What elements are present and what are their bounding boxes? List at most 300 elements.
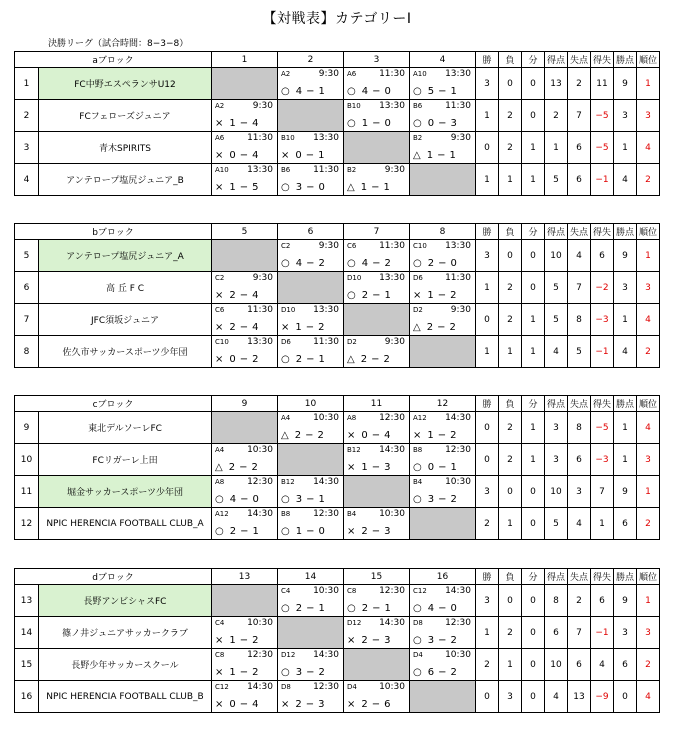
score-against: 4 — [252, 290, 263, 301]
score-against: 3 — [384, 635, 395, 646]
match-info — [410, 444, 475, 475]
stat-lose: 2 — [499, 304, 522, 336]
stat-win: 3 — [476, 585, 499, 617]
result-symbol: × — [347, 526, 356, 537]
result-symbol: × — [281, 699, 290, 710]
match-code: D4 — [347, 683, 357, 691]
self-match-cell — [278, 444, 344, 476]
match-time: 14:30 — [313, 477, 339, 487]
self-match-cell — [278, 272, 344, 304]
score-against: 0 — [384, 118, 395, 129]
match-result — [413, 603, 461, 614]
stat-gd: −1 — [591, 336, 614, 368]
score-separator: − — [239, 118, 253, 129]
match-cell — [410, 304, 476, 336]
team-row — [15, 100, 660, 132]
opponent-col-header: 3 — [344, 52, 410, 68]
match-time: 9:30 — [384, 337, 405, 347]
match-info — [344, 681, 409, 712]
result-symbol: × — [215, 150, 224, 161]
match-time: 9:30 — [384, 165, 405, 175]
score-for: 4 — [361, 86, 373, 97]
col-header-ga: 失点 — [568, 52, 591, 68]
stat-gd: −1 — [591, 164, 614, 196]
stat-gd: −2 — [591, 272, 614, 304]
match-code: D8 — [413, 619, 423, 627]
match-code: C10 — [413, 242, 427, 250]
result-symbol: ○ — [347, 258, 356, 269]
match-cell — [212, 444, 278, 476]
score-against: 2 — [251, 462, 262, 473]
match-time: 10:30 — [247, 618, 273, 628]
match-code: A8 — [215, 478, 225, 486]
team-name: 高 丘 F C — [39, 272, 212, 304]
match-time: 13:30 — [445, 241, 471, 251]
score-against: 4 — [252, 150, 263, 161]
score-for: 1 — [426, 150, 438, 161]
team-row — [15, 336, 660, 368]
score-for: 4 — [427, 603, 439, 614]
match-time: 11:30 — [445, 273, 471, 283]
match-info — [278, 304, 343, 335]
stat-draw: 1 — [522, 444, 545, 476]
match-result — [281, 603, 329, 614]
score-for: 2 — [361, 290, 373, 301]
stat-ga: 7 — [568, 617, 591, 649]
stat-gf: 3 — [545, 444, 568, 476]
score-for: 5 — [427, 86, 439, 97]
match-time: 13:30 — [379, 273, 405, 283]
match-time: 9:30 — [318, 69, 339, 79]
team-name: 長野アンビシャスFC — [39, 585, 212, 617]
team-number: 10 — [15, 444, 39, 476]
match-code: B6 — [413, 102, 423, 110]
match-code: A12 — [215, 510, 229, 518]
match-cell — [410, 240, 476, 272]
block-name: bブロック — [15, 224, 212, 240]
score-separator: − — [371, 430, 385, 441]
match-cell — [278, 304, 344, 336]
score-separator: − — [305, 699, 319, 710]
match-info — [278, 476, 343, 507]
team-name: NPIC HERENCIA FOOTBALL CLUB_A — [39, 508, 212, 540]
match-cell — [344, 617, 410, 649]
stat-pts: 3 — [614, 272, 637, 304]
stat-pts: 6 — [614, 508, 637, 540]
team-name: NPIC HERENCIA FOOTBALL CLUB_B — [39, 681, 212, 713]
match-time: 14:30 — [445, 586, 471, 596]
score-for: 1 — [295, 322, 306, 333]
team-name: アンテロープ塩尻ジュニア_A — [39, 240, 212, 272]
score-for: 2 — [361, 526, 372, 537]
match-time: 11:30 — [247, 305, 273, 315]
result-symbol: ○ — [413, 635, 422, 646]
stat-rank: 2 — [637, 336, 660, 368]
score-against: 0 — [252, 494, 263, 505]
block-header-row — [15, 224, 660, 240]
stat-rank: 4 — [637, 412, 660, 444]
col-header-pts: 勝点 — [614, 569, 637, 585]
stat-pts: 3 — [614, 617, 637, 649]
stat-pts: 4 — [614, 336, 637, 368]
stat-rank: 2 — [637, 649, 660, 681]
score-against: 2 — [318, 322, 329, 333]
match-info — [344, 508, 409, 539]
score-for: 0 — [229, 699, 240, 710]
match-info — [344, 412, 409, 443]
result-symbol: × — [347, 430, 356, 441]
score-against: 1 — [318, 603, 329, 614]
team-number: 5 — [15, 240, 39, 272]
col-header-pts: 勝点 — [614, 52, 637, 68]
score-for: 4 — [295, 258, 307, 269]
col-header-win: 勝 — [476, 569, 499, 585]
score-against: 0 — [318, 526, 329, 537]
match-result — [413, 494, 461, 505]
result-symbol: × — [413, 430, 422, 441]
score-separator: − — [438, 86, 451, 97]
match-time-note: 決勝リーグ（試合時間：8−3−8） — [48, 39, 189, 49]
score-against: 3 — [384, 526, 395, 537]
match-result — [347, 118, 395, 129]
match-code: C2 — [215, 274, 225, 282]
score-for: 6 — [427, 667, 439, 678]
stat-gf: 2 — [545, 100, 568, 132]
match-cell — [410, 617, 476, 649]
result-symbol: ○ — [347, 290, 356, 301]
stat-gf: 5 — [545, 304, 568, 336]
stat-gf: 1 — [545, 132, 568, 164]
score-for: 3 — [295, 182, 307, 193]
match-cell — [212, 272, 278, 304]
score-against: 0 — [450, 258, 461, 269]
stat-gf: 5 — [545, 272, 568, 304]
result-symbol: × — [215, 290, 224, 301]
match-result — [413, 667, 461, 678]
match-cell — [212, 476, 278, 508]
match-time: 9:30 — [252, 101, 273, 111]
match-result — [281, 430, 328, 441]
stat-ga: 2 — [568, 585, 591, 617]
score-for: 0 — [361, 430, 372, 441]
result-symbol: ○ — [281, 667, 290, 678]
score-against: 1 — [318, 86, 329, 97]
stat-gd: 1 — [591, 508, 614, 540]
self-match-cell — [344, 649, 410, 681]
match-info — [410, 585, 475, 616]
stat-gf: 5 — [545, 164, 568, 196]
result-symbol: ○ — [413, 118, 422, 129]
opponent-col-header: 12 — [410, 396, 476, 412]
stat-win: 2 — [476, 649, 499, 681]
score-separator: − — [305, 150, 319, 161]
opponent-col-header: 14 — [278, 569, 344, 585]
match-cell — [212, 100, 278, 132]
opponent-col-header: 15 — [344, 569, 410, 585]
score-separator: − — [306, 182, 319, 193]
stat-win: 1 — [476, 617, 499, 649]
stat-pts: 6 — [614, 649, 637, 681]
team-row — [15, 585, 660, 617]
match-code: D12 — [347, 619, 362, 627]
team-row — [15, 272, 660, 304]
stat-gf: 10 — [545, 240, 568, 272]
score-for: 3 — [427, 635, 439, 646]
score-for: 1 — [229, 667, 240, 678]
score-separator: − — [240, 494, 253, 505]
score-against: 2 — [318, 258, 329, 269]
score-separator: − — [305, 322, 319, 333]
match-time: 13:30 — [379, 101, 405, 111]
match-info — [344, 100, 409, 131]
match-info — [278, 164, 343, 195]
match-info — [278, 132, 343, 163]
result-symbol: × — [347, 462, 356, 473]
match-time: 9:30 — [450, 133, 471, 143]
stat-lose: 0 — [499, 476, 522, 508]
score-against: 2 — [384, 258, 395, 269]
match-result — [281, 667, 329, 678]
match-time: 12:30 — [313, 682, 339, 692]
match-code: B2 — [347, 166, 357, 174]
team-row — [15, 68, 660, 100]
match-code: A10 — [413, 70, 427, 78]
score-against: 4 — [384, 430, 395, 441]
result-symbol: × — [281, 322, 290, 333]
score-against: 2 — [450, 635, 461, 646]
match-result — [413, 462, 461, 473]
match-result — [347, 258, 395, 269]
match-code: C12 — [215, 683, 229, 691]
opponent-col-header: 8 — [410, 224, 476, 240]
score-for: 2 — [426, 322, 438, 333]
score-separator: − — [372, 118, 385, 129]
match-info — [212, 336, 277, 367]
stat-gd: −5 — [591, 100, 614, 132]
block-table — [14, 51, 660, 196]
self-match-cell — [344, 476, 410, 508]
score-against: 1 — [449, 150, 460, 161]
match-cell — [344, 100, 410, 132]
team-row — [15, 164, 660, 196]
team-name: 佐久市サッカースポーツ少年団 — [39, 336, 212, 368]
stat-ga: 6 — [568, 444, 591, 476]
match-code: B10 — [281, 134, 295, 142]
team-row — [15, 444, 660, 476]
score-separator: − — [438, 258, 451, 269]
match-cell — [410, 649, 476, 681]
score-separator: − — [306, 603, 319, 614]
stat-pts: 0 — [614, 681, 637, 713]
team-row — [15, 304, 660, 336]
score-for: 2 — [295, 354, 307, 365]
self-match-cell — [410, 164, 476, 196]
team-number: 3 — [15, 132, 39, 164]
stat-draw: 1 — [522, 164, 545, 196]
stat-gf: 4 — [545, 336, 568, 368]
stat-ga: 2 — [568, 68, 591, 100]
score-separator: − — [437, 150, 450, 161]
match-result — [347, 603, 395, 614]
team-row — [15, 240, 660, 272]
result-symbol: ○ — [215, 526, 224, 537]
team-name: 堀金サッカースポーツ少年団 — [39, 476, 212, 508]
stat-draw: 1 — [522, 412, 545, 444]
match-time: 13:30 — [313, 305, 339, 315]
stat-ga: 8 — [568, 412, 591, 444]
score-separator: − — [306, 258, 319, 269]
result-symbol: △ — [413, 322, 421, 333]
score-for: 3 — [295, 494, 307, 505]
self-match-cell — [212, 68, 278, 100]
stat-win: 0 — [476, 132, 499, 164]
stat-ga: 4 — [568, 508, 591, 540]
match-cell — [344, 412, 410, 444]
result-symbol: ○ — [281, 526, 290, 537]
result-symbol: × — [215, 635, 224, 646]
block-table — [14, 395, 660, 540]
block-table — [14, 568, 660, 713]
stat-lose: 2 — [499, 272, 522, 304]
score-against: 1 — [318, 494, 329, 505]
match-code: B10 — [347, 102, 361, 110]
result-symbol: △ — [413, 150, 421, 161]
match-result — [347, 354, 394, 365]
result-symbol: × — [215, 699, 224, 710]
match-cell — [212, 164, 278, 196]
match-code: A10 — [215, 166, 229, 174]
score-separator: − — [306, 86, 319, 97]
match-code: B12 — [347, 446, 361, 454]
page-title: 【対戦表】カテゴリーⅠ — [262, 11, 412, 27]
match-code: D10 — [347, 274, 362, 282]
score-for: 2 — [295, 603, 307, 614]
match-result — [347, 182, 394, 193]
stat-gf: 10 — [545, 649, 568, 681]
stat-pts: 1 — [614, 304, 637, 336]
match-result — [347, 290, 395, 301]
score-for: 1 — [229, 182, 240, 193]
team-number: 13 — [15, 585, 39, 617]
match-result — [215, 699, 263, 710]
match-result — [413, 118, 461, 129]
match-result — [215, 667, 263, 678]
result-symbol: × — [413, 290, 422, 301]
match-info — [344, 336, 409, 367]
match-info — [278, 649, 343, 680]
match-info — [410, 240, 475, 271]
stat-win: 3 — [476, 68, 499, 100]
match-time: 13:30 — [313, 133, 339, 143]
match-info — [410, 412, 475, 443]
stat-rank: 1 — [637, 476, 660, 508]
result-symbol: △ — [215, 462, 223, 473]
match-time: 10:30 — [445, 650, 471, 660]
result-symbol: ○ — [413, 86, 422, 97]
score-against: 3 — [384, 462, 395, 473]
stat-win: 3 — [476, 476, 499, 508]
score-separator: − — [239, 635, 253, 646]
match-info — [212, 476, 277, 507]
block-header-row — [15, 569, 660, 585]
score-for: 0 — [427, 118, 439, 129]
stat-lose: 1 — [499, 336, 522, 368]
col-header-win: 勝 — [476, 396, 499, 412]
team-number: 12 — [15, 508, 39, 540]
stat-gd: −1 — [591, 617, 614, 649]
match-time: 12:30 — [247, 477, 273, 487]
self-match-cell — [278, 100, 344, 132]
score-for: 3 — [295, 667, 307, 678]
match-cell — [410, 476, 476, 508]
stat-lose: 0 — [499, 68, 522, 100]
result-symbol: ○ — [347, 86, 356, 97]
match-result — [281, 699, 329, 710]
score-separator: − — [438, 667, 451, 678]
match-time: 10:30 — [445, 477, 471, 487]
match-cell — [410, 412, 476, 444]
stat-draw: 0 — [522, 100, 545, 132]
score-for: 1 — [361, 462, 372, 473]
stat-ga: 7 — [568, 272, 591, 304]
match-time: 9:30 — [318, 241, 339, 251]
score-separator: − — [372, 290, 385, 301]
score-against: 1 — [318, 354, 329, 365]
match-info — [344, 68, 409, 99]
match-time: 12:30 — [379, 586, 405, 596]
match-result — [347, 86, 395, 97]
score-against: 3 — [318, 699, 329, 710]
match-result — [347, 430, 395, 441]
score-against: 2 — [450, 494, 461, 505]
match-code: C6 — [215, 306, 225, 314]
score-separator: − — [371, 354, 384, 365]
result-symbol: × — [281, 150, 290, 161]
score-against: 2 — [450, 290, 461, 301]
col-header-ga: 失点 — [568, 569, 591, 585]
result-symbol: × — [347, 635, 356, 646]
stat-draw: 0 — [522, 508, 545, 540]
match-time: 11:30 — [379, 241, 405, 251]
score-separator: − — [240, 526, 253, 537]
self-match-cell — [344, 304, 410, 336]
match-info — [212, 617, 277, 648]
stat-lose: 2 — [499, 444, 522, 476]
match-cell — [278, 508, 344, 540]
match-code: B4 — [347, 510, 357, 518]
score-for: 2 — [229, 290, 240, 301]
self-match-cell — [278, 617, 344, 649]
stat-ga: 8 — [568, 304, 591, 336]
match-code: A6 — [215, 134, 225, 142]
stat-draw: 0 — [522, 476, 545, 508]
match-result — [347, 462, 395, 473]
result-symbol: ○ — [413, 258, 422, 269]
result-symbol: △ — [347, 354, 355, 365]
score-for: 4 — [361, 258, 373, 269]
match-cell — [212, 336, 278, 368]
score-for: 4 — [295, 86, 307, 97]
stat-lose: 2 — [499, 132, 522, 164]
stat-pts: 3 — [614, 100, 637, 132]
stat-pts: 9 — [614, 240, 637, 272]
stat-pts: 1 — [614, 444, 637, 476]
stat-gd: 6 — [591, 585, 614, 617]
match-time: 10:30 — [313, 413, 339, 423]
match-result — [281, 182, 329, 193]
score-separator: − — [372, 86, 385, 97]
col-header-lose: 負 — [499, 224, 522, 240]
